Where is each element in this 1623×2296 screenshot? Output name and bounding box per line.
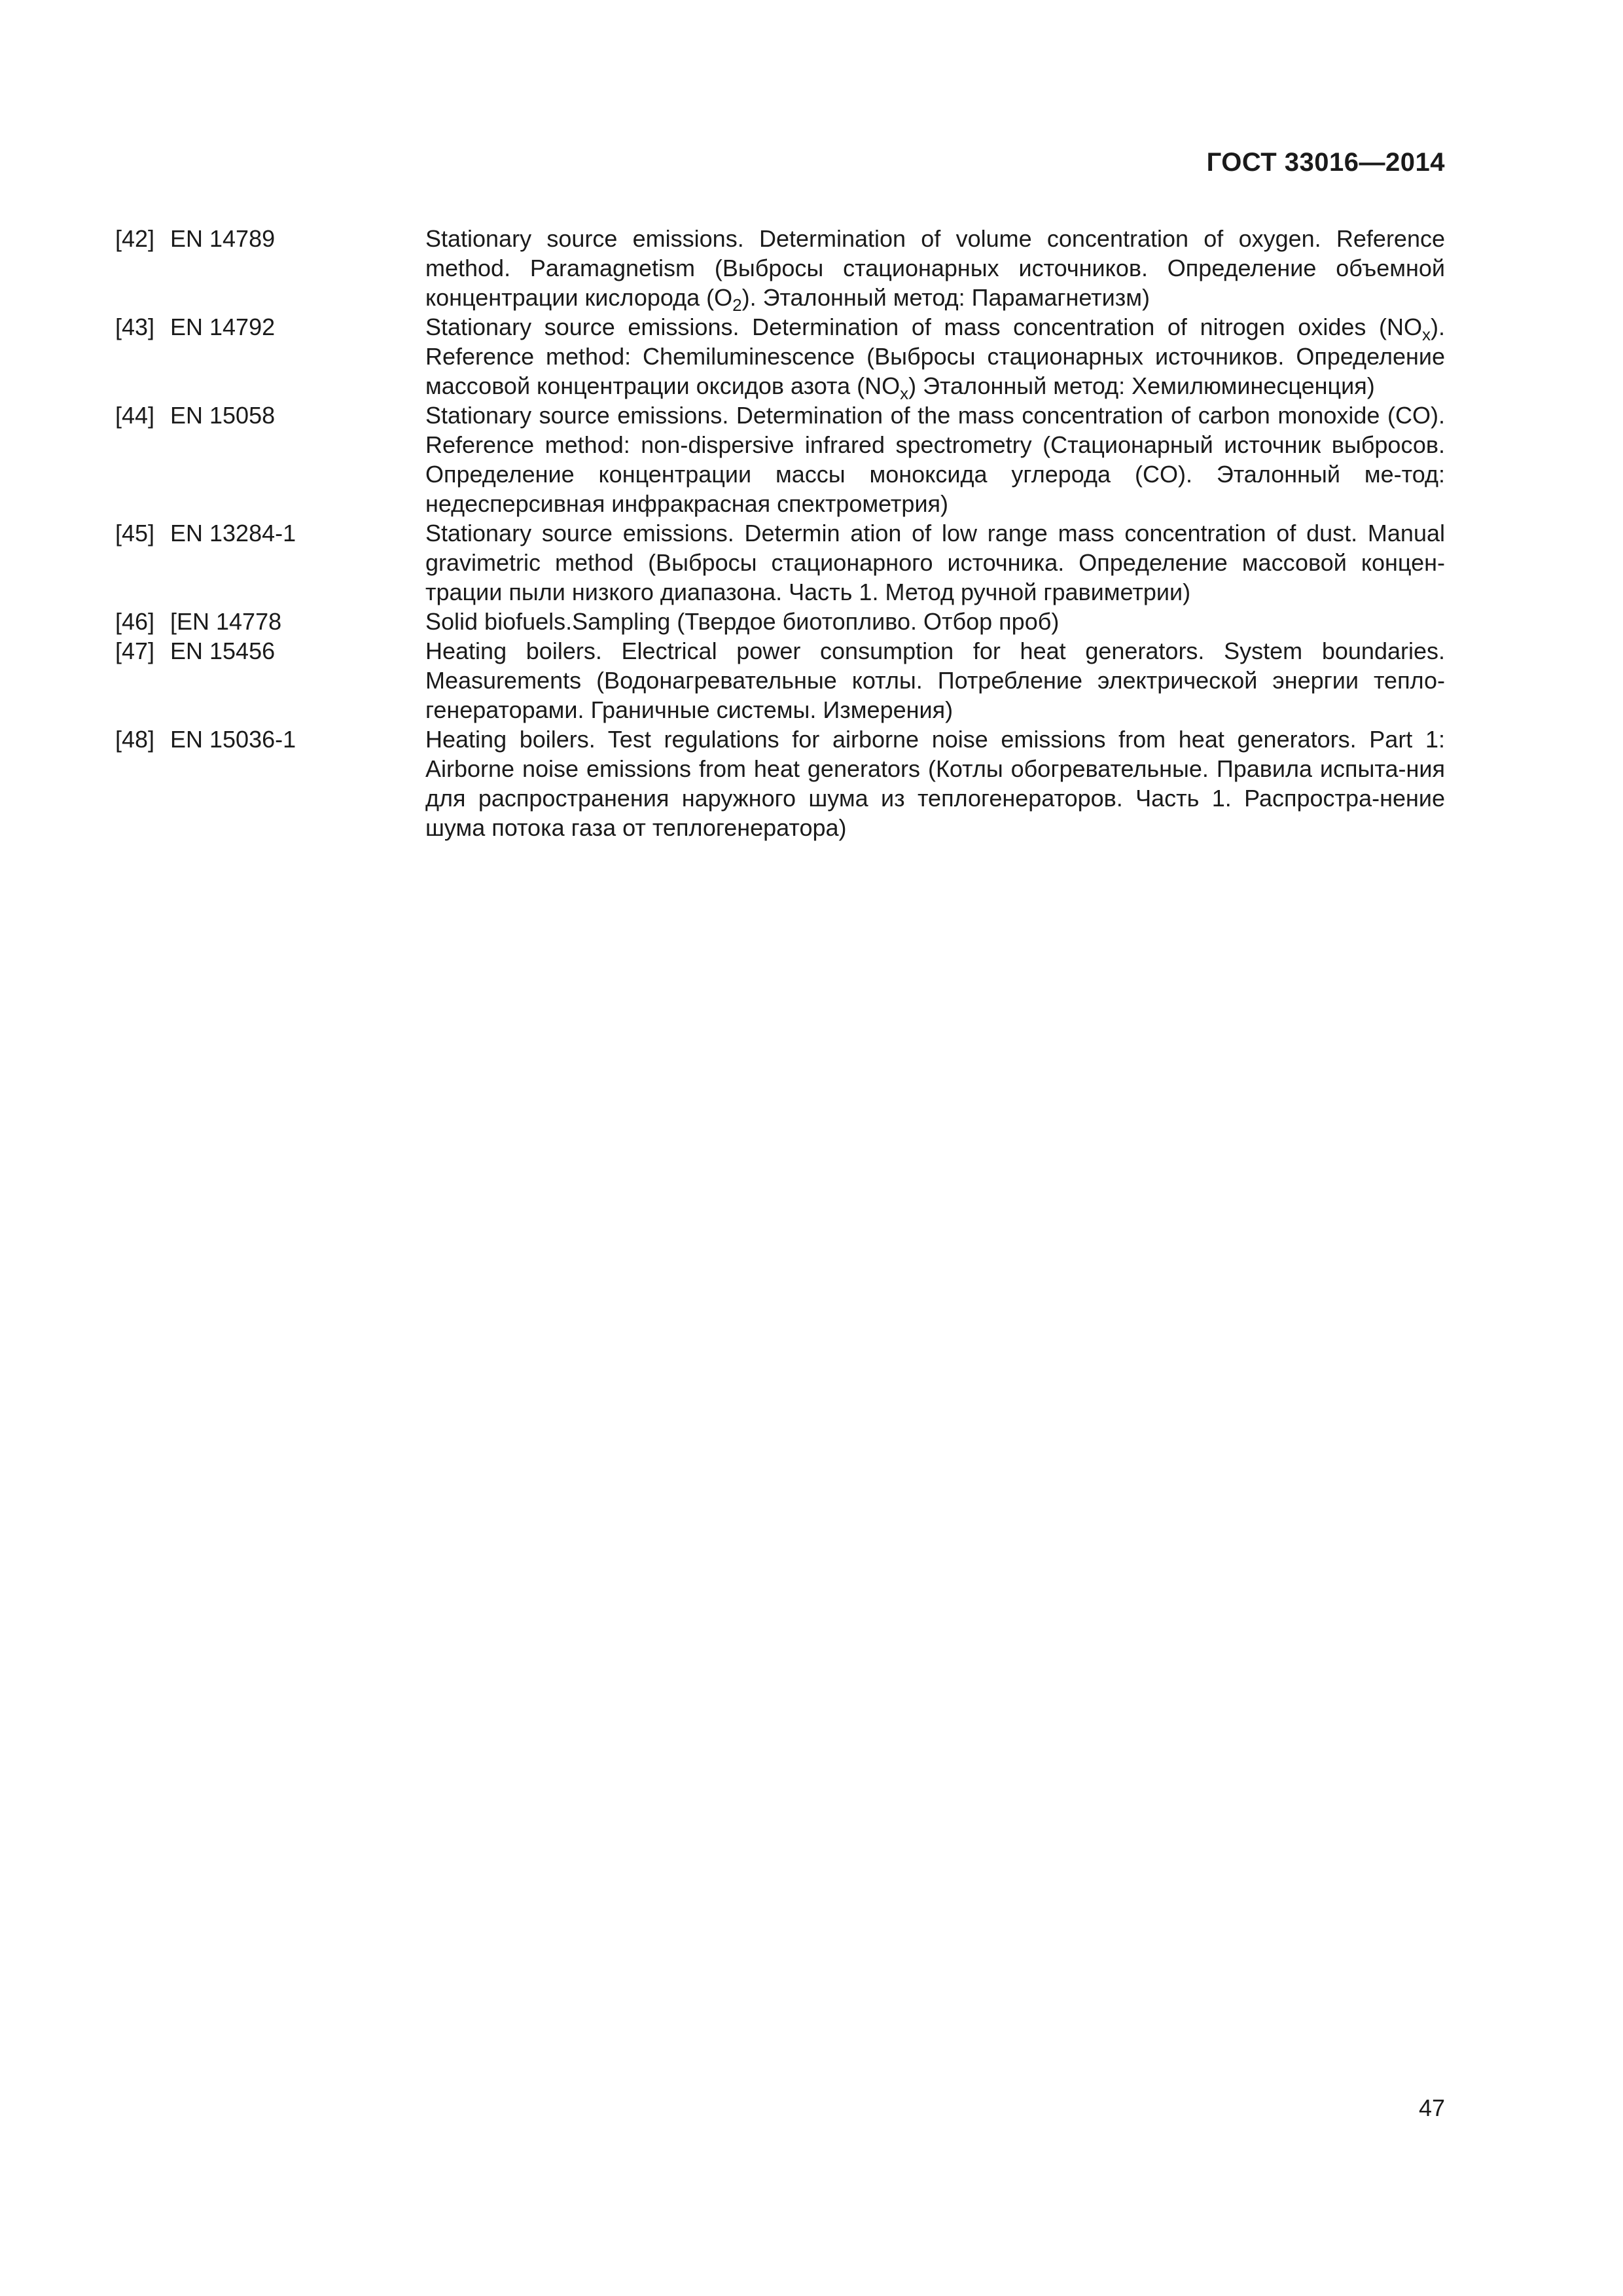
reference-entry-45 xyxy=(115,518,1445,607)
subscript: x xyxy=(900,384,909,403)
reference-title: Stationary source emissions. Determination of volume concentration of oxygen. Reference method. Paramagnetism (Выбросы стационарных источников. Определение объемной концентрации кислорода $(O_2)$. Эталонный метод: Парамагнетизм) xyxy=(425,225,1445,315)
reference-standard-code: EN 14792 xyxy=(170,314,276,340)
reference-title: Stationary source emissions. Determination of mass concentration of nitrogen oxides $(NO_x)$. Reference method: Chemiluminescence (Выбросы стационарных источников. Определение массовой концентрации оксидов азота $(NO_x)$ Эталонный метод: Хемилюминесценция) xyxy=(425,314,1445,403)
reference-standard-code: [EN 14778 xyxy=(170,608,282,635)
reference-title: Solid biofuels.Sampling (Твердое биотопливо. Отбор проб) xyxy=(425,608,1060,635)
reference-number: [45] xyxy=(115,520,155,547)
reference-title: Stationary source emissions. Determin ation of low range mass concentration of dust. Manual gravimetric method (Выбросы стационарного источника. Определение массовой концен-трации пыли низкого диапазона. Часть 1. Метод ручной гравиметрии) xyxy=(425,520,1445,605)
reference-number: [47] xyxy=(115,637,155,664)
reference-title: Heating boilers. Test regulations for airborne noise emissions from heat generators. Part 1: Airborne noise emissions from heat generators (Котлы обогревательные. Правила испыта-ния для распространения наружного шума из теплогенераторов. Часть 1. Распростра-нение шума потока газа от теплогенератора) xyxy=(425,726,1445,841)
reference-title: Stationary source emissions. Determination of the mass concentration of carbon monoxide (CO). Reference method: non-dispersive infrared spectrometry (Стационарный источник выбросов. Определение концентрации массы моноксида углерода (CO). Эталонный ме-тод: недесперсивная инфракрасная спектрометрия) xyxy=(425,402,1445,517)
reference-entry-43 xyxy=(115,312,1445,401)
document-code: ГОСТ 33016—2014 xyxy=(1206,148,1445,177)
reference-entry-46 xyxy=(115,607,1445,636)
reference-number: [44] xyxy=(115,402,155,429)
reference-standard-code: EN 15058 xyxy=(170,402,276,429)
reference-entry-48 xyxy=(115,725,1445,842)
reference-standard-code: EN 15456 xyxy=(170,637,276,664)
reference-entry-42 xyxy=(115,224,1445,315)
reference-number: [48] xyxy=(115,726,155,753)
page-number: 47 xyxy=(1418,2094,1445,2121)
reference-entry-47 xyxy=(115,636,1445,725)
reference-entry-44 xyxy=(115,401,1445,518)
reference-standard-code: EN 13284-1 xyxy=(170,520,296,547)
reference-number: [46] xyxy=(115,608,155,635)
subscript: 2 xyxy=(732,295,742,315)
reference-number: [42] xyxy=(115,225,155,252)
subscript: x xyxy=(1422,325,1431,344)
bibliography-list xyxy=(115,224,1445,842)
reference-standard-code: EN 14789 xyxy=(170,225,276,252)
reference-title: Heating boilers. Electrical power consumption for heat generators. System boundaries. Measurements (Водонагревательные котлы. Потребление электрической энергии тепло-генераторами. Граничные системы. Измерения) xyxy=(425,637,1445,723)
reference-number: [43] xyxy=(115,314,155,340)
reference-standard-code: EN 15036-1 xyxy=(170,726,296,753)
